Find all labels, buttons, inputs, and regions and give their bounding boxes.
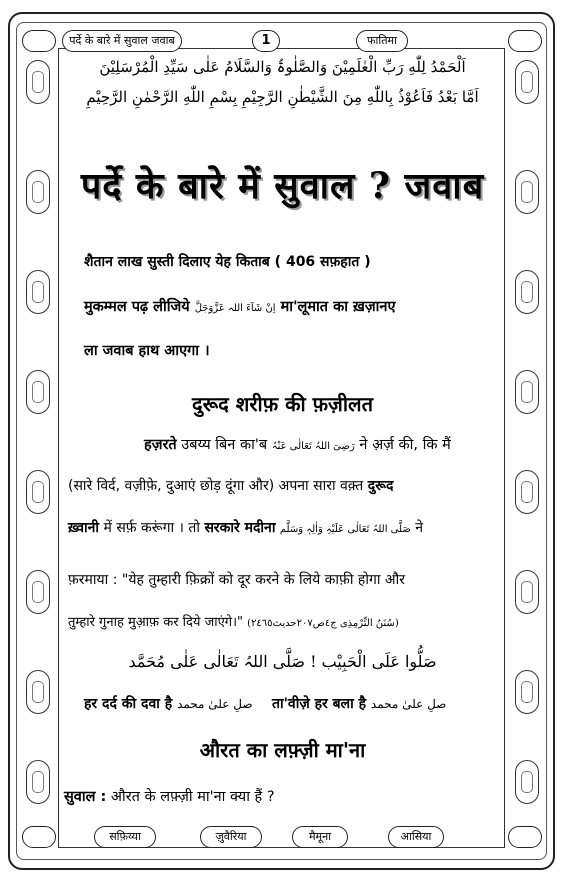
- page-title: पर्दे के बारे में सुवाल ? जवाब: [80, 165, 485, 207]
- text: ता'वीज़े हर बला है: [272, 696, 367, 712]
- side-medallion: [26, 670, 50, 714]
- corner-medallion-left: [22, 30, 56, 52]
- bold-term: हज़रते: [144, 437, 177, 453]
- paragraph-line-2: [68, 476, 493, 495]
- paragraph-line-5: [68, 612, 493, 630]
- page-number: 1: [252, 30, 280, 52]
- paragraph-line-1: [144, 434, 565, 454]
- side-medallion: [515, 670, 539, 714]
- paragraph-line-4: फ़रमाया : "येह तुम्हारी फ़िक्रों को दूर करने के लिये काफ़ी होगा और: [68, 572, 405, 588]
- side-medallion: [515, 270, 539, 314]
- text: (सारे विर्द, वज़ीफ़े, दुआएं छोड़ दूंगा और) अपना सारा वक़्त: [68, 478, 364, 494]
- side-medallion: [26, 170, 50, 214]
- section-heading-durood: दुरूद शरीफ़ की फ़ज़ीलत: [192, 392, 373, 416]
- text: ने अ़र्ज़ की, कि मैं: [359, 437, 451, 453]
- salawat-text: صلِ علیٰ محمد: [370, 697, 447, 711]
- side-medallion: [26, 370, 50, 414]
- corner-medallion-right: [508, 30, 542, 52]
- question-line: [64, 786, 489, 806]
- side-medallion: [515, 760, 539, 804]
- text: हर दर्द की दवा है: [84, 696, 173, 712]
- corner-medallion-left: [22, 826, 56, 848]
- footer-tab: आसिया: [388, 826, 444, 848]
- hamd-line: اَلْحَمْدُ لِلّٰهِ رَبِّ الْعٰلَمِیْنَ وَالصَّلٰوۃُ وَالسَّلَامُ عَلٰی سَیِّدِ الْمُرْسَلِیْنَ: [99, 58, 466, 76]
- side-medallion: [515, 570, 539, 614]
- side-medallion: [515, 470, 539, 514]
- side-medallion: [515, 370, 539, 414]
- intro-line-1: शैतान लाख सुस्ती दिलाए येह किताब ( 406 सफ़हात ): [84, 254, 371, 270]
- bismillah-line: اَمَّا بَعْدُ فَاَعُوْذُ بِاللّٰهِ مِنَ الشَّیْطٰنِ الرَّجِیْمِ بِسْمِ اللّٰهِ الرَّحْمٰنِ الرَّحِیْمِ: [86, 88, 479, 106]
- intro-text-b: मा'लूमात का ख़ज़ानए: [280, 299, 396, 315]
- footer-tab: ज़ुवैरिया: [200, 826, 262, 848]
- side-medallion: [26, 60, 50, 104]
- side-medallion: [26, 270, 50, 314]
- intro-line-3: ला जवाब हाथ आएगा ।: [84, 343, 210, 359]
- text: में सर्फ़ करूंगा । तो: [103, 520, 200, 536]
- text: ने: [415, 520, 424, 536]
- side-medallion: [26, 470, 50, 514]
- bold-term: सरकारे मदीना: [204, 520, 276, 536]
- question-text: औरत के लफ़्ज़ी मा'ना क्या हैं ?: [110, 789, 275, 805]
- honorific-text: رَضِیَ اللہُ تَعَالٰی عَنْہُ: [271, 441, 355, 452]
- side-medallion: [26, 570, 50, 614]
- side-medallion: [26, 760, 50, 804]
- header-name-tab: फातिमा: [356, 30, 408, 52]
- corner-medallion-right: [508, 826, 542, 848]
- section-heading-aurat: औरत का लफ़्ज़ी मा'ना: [199, 738, 366, 762]
- inshallah-text: اِنْ شَآءَ اللہ عَزَّوَجَلَّ: [194, 303, 276, 314]
- intro-text-a: मुकम्मल पढ़ लीजिये: [84, 299, 190, 315]
- reference-text: (سُنَنُ التِّرْمِذِی ج٤ص٢٠٧حدیث٢٤٦٥): [247, 618, 399, 629]
- honorific-text: صَلَّی اللہُ تَعَالٰی عَلَیْہِ وَاٰلِہٖ وَسَلَّم: [279, 524, 411, 535]
- footer-tab: मैमूना: [292, 826, 348, 848]
- couplet-line: [84, 694, 509, 713]
- side-medallion: [515, 170, 539, 214]
- side-medallion: [515, 60, 539, 104]
- salawat-line: صَلُّوا عَلَی الْحَبِیْب ! صَلَّی اللہُ تَعَالٰی عَلٰی مُحَمَّد: [128, 652, 437, 671]
- footer-tab: सफ़िय्या: [94, 826, 156, 848]
- text: तुम्हारे गुनाह मुआ़फ़ कर दिये जाएंगे।": [68, 615, 244, 630]
- question-label: सुवाल :: [64, 789, 107, 805]
- salawat-text: صلِ علیٰ محمد: [177, 697, 253, 711]
- name-text: उबय्य बिन का'ब: [181, 437, 268, 453]
- book-title-tab: पर्दे के बारे में सुवाल जवाब: [62, 30, 182, 52]
- intro-line-2: [84, 296, 509, 316]
- bold-term: दुरूद: [367, 478, 394, 494]
- paragraph-line-3: [68, 518, 493, 537]
- bold-term: ख़्वानी: [68, 520, 100, 536]
